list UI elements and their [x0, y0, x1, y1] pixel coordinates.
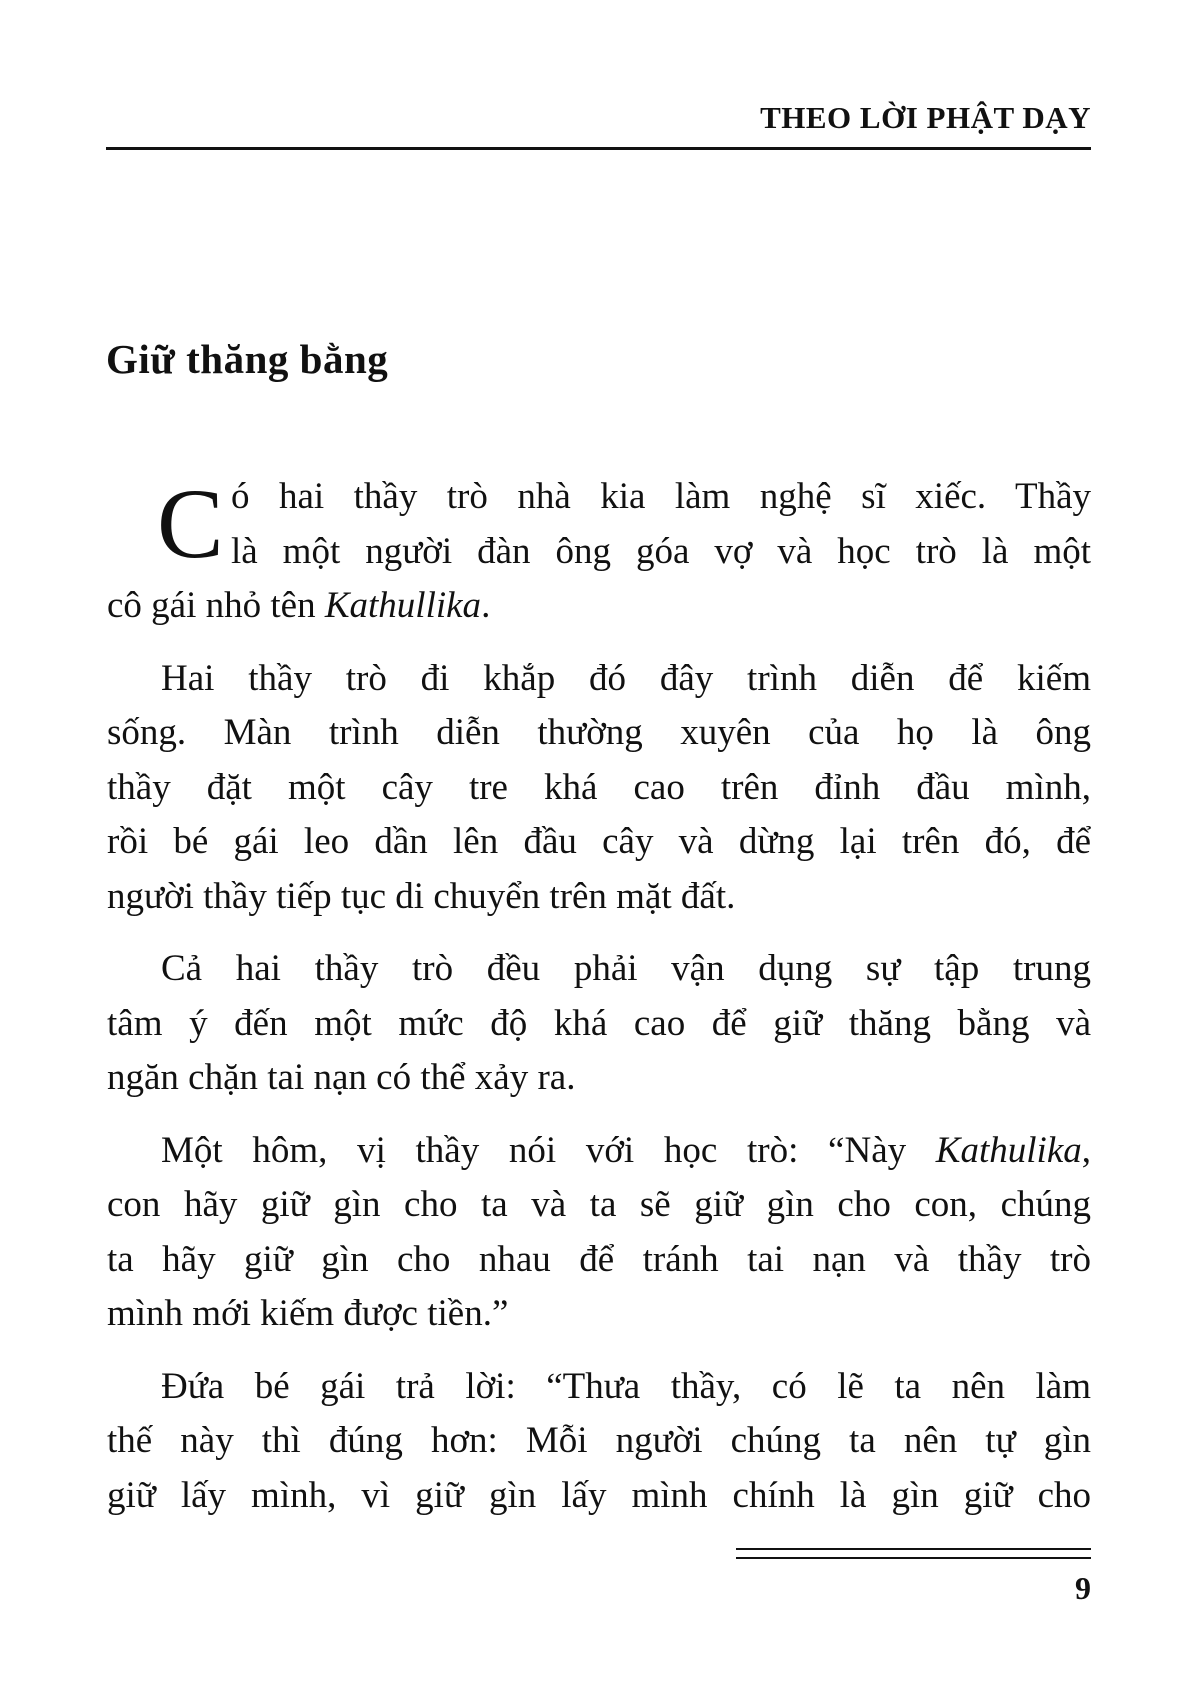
footer-rule	[736, 1548, 1091, 1550]
chapter-title: Giữ thăng bằng	[106, 336, 389, 382]
text-line: rồi bé gái leo dần lên đầu cây và dừng lại trên đó, để	[107, 821, 1091, 862]
text-line: ó hai thầy trò nhà kia làm nghệ sĩ xiếc. Thầy	[231, 476, 1091, 517]
text-line: sống. Màn trình diễn thường xuyên của họ là ông	[107, 712, 1091, 753]
text-line: ngăn chặn tai nạn có thể xảy ra.	[107, 1057, 576, 1098]
text-line	[107, 579, 1091, 634]
text-line: Đứa bé gái trả lời: “Thưa thầy, có lẽ ta nên làm	[161, 1365, 1091, 1407]
paragraph-3	[107, 942, 1091, 1106]
text-span: .	[481, 585, 491, 626]
text-line: Cả hai thầy trò đều phải vận dụng sự tập trung	[161, 948, 1091, 989]
text-line: con hãy giữ gìn cho ta và ta sẽ giữ gìn cho con, chúng	[107, 1184, 1091, 1225]
text-line: giữ lấy mình, vì giữ gìn lấy mình chính là gìn giữ cho	[107, 1474, 1091, 1516]
text-span: Một hôm, vị thầy nói với học trò: “Này	[161, 1129, 936, 1171]
text-line: thầy đặt một cây tre khá cao trên đỉnh đầu mình,	[107, 766, 1091, 808]
page-number: 9	[1075, 1570, 1091, 1606]
text-line: tâm ý đến một mức độ khá cao để giữ thăng bằng và	[107, 1002, 1091, 1044]
text-line: người thầy tiếp tục di chuyển trên mặt đất.	[107, 875, 736, 917]
drop-cap: C	[157, 468, 224, 579]
text-line: Hai thầy trò đi khắp đó đây trình diễn để kiếm	[161, 657, 1091, 699]
text-line: thế này thì đúng hơn: Mỗi người chúng ta nên tự gìn	[107, 1420, 1091, 1461]
text-line: ta hãy giữ gìn cho nhau để tránh tai nạn và thầy trò	[107, 1238, 1091, 1280]
name-italic: Kathulika	[935, 1129, 1082, 1171]
name-italic: Kathullika	[324, 585, 482, 626]
body-text	[107, 470, 1091, 1541]
text-line: là một người đàn ông góa vợ và học trò là một	[231, 530, 1091, 572]
header-rule	[106, 147, 1091, 150]
text-line	[107, 1124, 1091, 1179]
paragraph-2	[107, 652, 1091, 925]
paragraph-1	[107, 470, 1091, 634]
text-span: cô gái nhỏ tên	[107, 585, 325, 626]
text-line: mình mới kiếm được tiền.”	[107, 1293, 509, 1334]
footer-rule	[736, 1557, 1091, 1559]
running-header: THEO LỜI PHẬT DẠY	[760, 100, 1091, 135]
text-span: ,	[1081, 1129, 1091, 1171]
paragraph-5	[107, 1360, 1091, 1524]
paragraph-4	[107, 1124, 1091, 1342]
